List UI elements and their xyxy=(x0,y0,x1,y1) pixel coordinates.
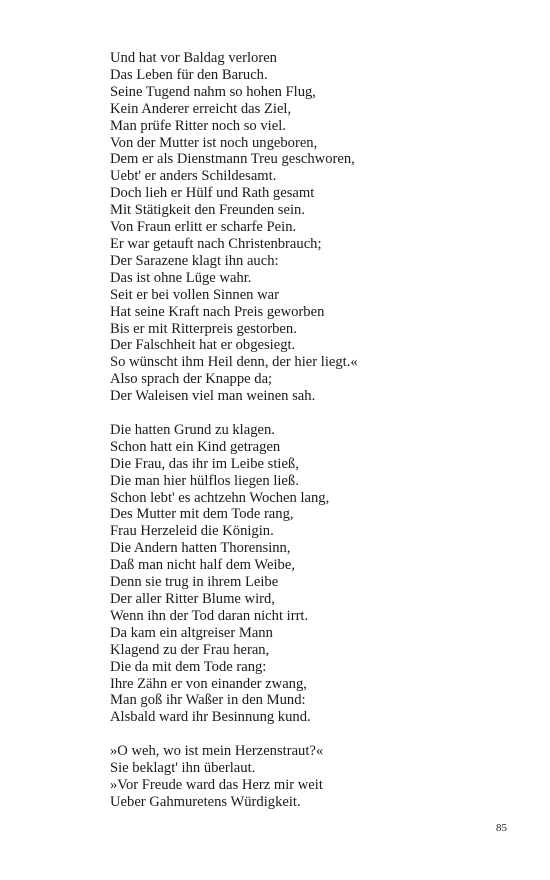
verse-line: Schon lebt' es achtzehn Wochen lang, xyxy=(110,489,330,506)
verse-line: Seine Tugend nahm so hohen Flug, xyxy=(110,83,316,100)
verse-line: Klagend zu der Frau heran, xyxy=(110,641,270,658)
verse-line: Die man hier hülflos liegen ließ. xyxy=(110,472,299,489)
page-number: 85 xyxy=(496,822,507,834)
verse-line: Kein Anderer erreicht das Ziel, xyxy=(110,100,292,117)
verse-line: Denn sie trug in ihrem Leibe xyxy=(110,574,279,591)
verse-line: Wenn ihn der Tod daran nicht irrt. xyxy=(110,607,309,624)
verse-line: Schon hatt ein Kind getragen xyxy=(110,438,281,455)
verse-line: Ueber Gahmuretens Würdigkeit. xyxy=(110,793,301,810)
verse-line: Die Andern hatten Thorensinn, xyxy=(110,540,291,557)
stanza xyxy=(110,743,510,811)
verse-line: Der Waleisen viel man weinen sah. xyxy=(110,388,316,405)
verse-line: Er war getauft nach Christenbrauch; xyxy=(110,235,322,252)
stanza xyxy=(110,50,510,405)
verse-line: Da kam ein altgreiser Mann xyxy=(110,624,273,641)
verse-line: Also sprach der Knappe da; xyxy=(110,371,273,388)
verse-line: Der Sarazene klagt ihn auch: xyxy=(110,252,279,269)
verse-line: Daß man nicht half dem Weibe, xyxy=(110,557,295,574)
verse-line: Der aller Ritter Blume wird, xyxy=(110,590,275,607)
verse-line: Bis er mit Ritterpreis gestorben. xyxy=(110,320,297,337)
verse-line: »O weh, wo ist mein Herzenstraut?« xyxy=(110,743,324,760)
verse-line: Die da mit dem Tode rang: xyxy=(110,658,267,675)
verse-line: Die hatten Grund zu klagen. xyxy=(110,421,275,438)
verse-line: Des Mutter mit dem Tode rang, xyxy=(110,506,294,523)
verse-line: Mit Stätigkeit den Freunden sein. xyxy=(110,202,305,219)
verse-line: Das Leben für den Baruch. xyxy=(110,66,268,83)
verse-line: Von der Mutter ist noch ungeboren, xyxy=(110,134,318,151)
verse-line: Die Frau, das ihr im Leibe stieß, xyxy=(110,455,299,472)
verse-line: Der Falschheit hat er obgesiegt. xyxy=(110,337,296,354)
verse-line: Hat seine Kraft nach Preis geworben xyxy=(110,303,325,320)
stanza xyxy=(110,422,510,726)
verse-line: Man prüfe Ritter noch so viel. xyxy=(110,117,286,134)
verse-line: Uebt' er anders Schildesamt. xyxy=(110,168,277,185)
verse-line: Seit er bei vollen Sinnen war xyxy=(110,286,280,303)
verse-line: Ihre Zähn er von einander zwang, xyxy=(110,675,307,692)
verse-line: Frau Herzeleid die Königin. xyxy=(110,523,274,540)
verse-line: Alsbald ward ihr Besinnung kund. xyxy=(110,709,311,726)
verse-line: Sie beklagt' ihn überlaut. xyxy=(110,760,256,777)
verse-line: »Vor Freude ward das Herz mir weit xyxy=(110,776,323,793)
poem-text xyxy=(110,50,510,811)
verse-line: Man goß ihr Waßer in den Mund: xyxy=(110,692,306,709)
verse-line: Von Fraun erlitt er scharfe Pein. xyxy=(110,219,297,236)
verse-line: So wünscht ihm Heil denn, der hier liegt.« xyxy=(110,354,358,371)
verse-line: Doch lieh er Hülf und Rath gesamt xyxy=(110,185,315,202)
verse-line: Das ist ohne Lüge wahr. xyxy=(110,269,252,286)
verse-line: Dem er als Dienstmann Treu geschworen, xyxy=(110,151,355,168)
verse-line: Und hat vor Baldag verloren xyxy=(110,50,277,66)
